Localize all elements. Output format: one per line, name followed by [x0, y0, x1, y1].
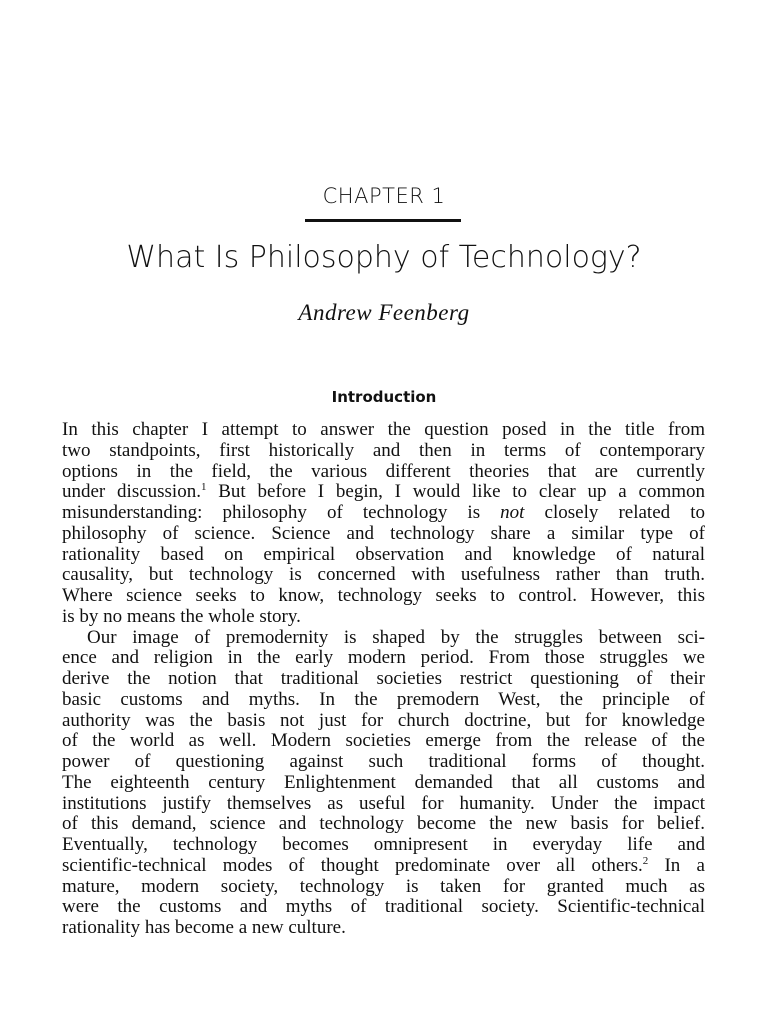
text-line: options in the field, the various different theories that are currently [62, 460, 705, 482]
footnote-ref: 2 [642, 854, 649, 867]
text-line: ence and religion in the early modern period. From those struggles we [62, 647, 705, 669]
chapter-label: CHAPTER 1 [322, 184, 446, 208]
text-line [62, 503, 705, 524]
text-segment: scientific-technical modes of thought predominate over all others. [62, 854, 643, 876]
text-line: derive the notion that traditional societies restrict questioning of their [62, 668, 705, 689]
text-line: Our image of premodernity is shaped by the struggles between sci- [87, 626, 705, 648]
text-line [62, 482, 705, 503]
text-line: rationality has become a new culture. [62, 917, 346, 938]
chapter-title: What Is Philosophy of Technology? [126, 240, 642, 275]
paragraph [62, 420, 705, 628]
author-name: Andrew Feenberg [298, 300, 470, 325]
text-line: of the world as well. Modern societies emerge from the release of the [62, 730, 705, 752]
paragraph [62, 628, 705, 939]
text-line [62, 856, 705, 877]
text-segment: closely related to [524, 502, 705, 523]
body-text [62, 420, 705, 939]
text-line: philosophy of science. Science and technology share a similar type of [62, 522, 705, 544]
text-line: causality, but technology is concerned with usefulness rather than truth. [62, 564, 705, 586]
text-line: two standpoints, first historically and then in terms of contemporary [62, 439, 705, 461]
text-line: authority was the basis not just for church doctrine, but for knowledge [62, 709, 705, 731]
section-heading: Introduction [331, 388, 437, 406]
text-line: Eventually, technology becomes omnipresent in everyday life and [62, 834, 705, 855]
text-line: In this chapter I attempt to answer the question posed in the title from [62, 419, 705, 440]
emphasis: not [500, 502, 525, 523]
footnote-ref: 1 [200, 481, 207, 494]
text-segment: misunderstanding: philosophy of technology is [62, 502, 501, 523]
text-line: Where science seeks to know, technology seeks to control. However, this [62, 585, 705, 606]
text-line: power of questioning against such traditional forms of thought. [62, 751, 705, 772]
text-segment: under discussion. [62, 481, 201, 503]
text-segment: In a [648, 854, 705, 876]
text-line: mature, modern society, technology is taken for granted much as [62, 875, 705, 897]
text-segment: But before I begin, I would like to clear up a common [206, 481, 706, 503]
chapter-underline [305, 219, 461, 222]
text-line: The eighteenth century Enlightenment demanded that all customs and [62, 771, 705, 793]
text-line: basic customs and myths. In the premodern West, the principle of [62, 688, 705, 710]
text-line: institutions justify themselves as useful for humanity. Under the impact [62, 792, 705, 814]
text-line: rationality based on empirical observation and knowledge of natural [62, 543, 705, 565]
text-line: is by no means the whole story. [62, 605, 301, 627]
text-line: of this demand, science and technology become the new basis for belief. [62, 813, 705, 835]
text-line: were the customs and myths of traditional society. Scientific-technical [62, 896, 705, 918]
